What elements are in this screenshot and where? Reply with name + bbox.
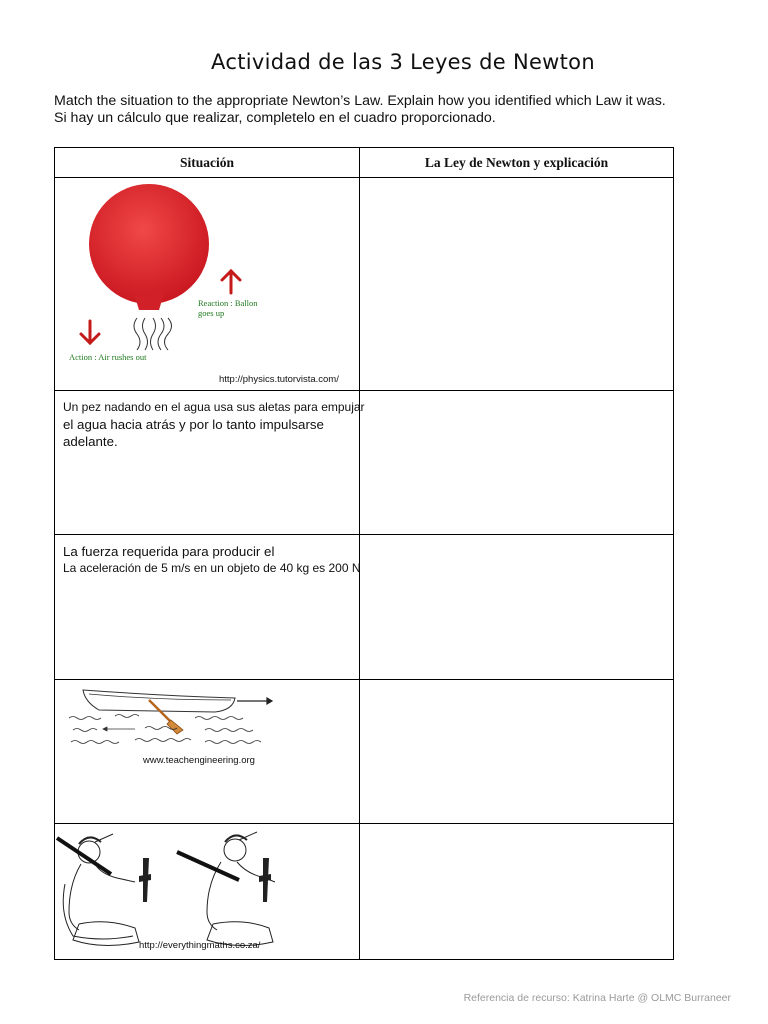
water-waves [69,715,261,744]
steering-wheel-icon [259,858,271,902]
page-title: Actividad de las 3 Leyes de Newton [211,50,595,74]
steering-wheel-icon [139,858,151,902]
situation-text: Un pez nadando en el agua usa sus aletas para empujar el agua hacia atrás y por lo tanto impulsarse adelante. [63,400,365,449]
answer-cell[interactable] [360,535,674,680]
footer-credit: Referencia de recurso: Katrina Harte @ OLMC Burraneer [463,992,731,1004]
balloon-icon [89,184,209,304]
newton-laws-table [54,147,674,960]
right-arrow-icon [237,698,272,704]
header-row [55,148,674,178]
table-row [55,680,674,824]
source-link: http://everythingmaths.co.za/ [139,940,261,951]
situation-text: La fuerza requerida para producir el La aceleración de 5 m/s en un objeto de 40 kg es 200 N [63,544,361,575]
balloon-neck [133,290,165,310]
table-row [55,178,674,391]
down-arrow-icon [81,321,99,343]
table-row [55,824,674,960]
situation-cell [55,178,360,391]
instructions [54,93,734,127]
up-arrow-icon [222,271,240,293]
answer-cell[interactable] [360,391,674,535]
source-link: www.teachengineering.org [143,755,255,766]
instructions-line-1: Match the situation to the appropriate Newton’s Law. Explain how you identified which Law it was. [54,93,666,109]
action-label: Action : Air rushes out [69,352,147,362]
air-lines [134,318,172,350]
driver-figure-2 [177,832,275,946]
header-ley: La Ley de Newton y explicación [360,148,674,178]
driver-figure-1 [57,834,139,946]
situation-cell [55,391,365,535]
situation-cell [55,680,360,824]
answer-cell[interactable] [360,680,674,824]
reaction-label: Reaction : Ballon goes up [198,298,258,318]
answer-cell[interactable] [360,178,674,391]
instructions-line-2: Si hay un cálculo que realizar, completelo en el cuadro proporcionado. [54,110,496,126]
answer-cell[interactable] [360,824,674,960]
situation-cell [55,824,360,960]
header-situacion: Situación [55,148,360,178]
left-arrow-icon [103,727,135,731]
situation-cell [55,535,360,680]
source-link: http://physics.tutorvista.com/ [219,374,339,385]
table-row [55,391,674,535]
table-row [55,535,674,680]
canoe-diagram [55,680,360,824]
